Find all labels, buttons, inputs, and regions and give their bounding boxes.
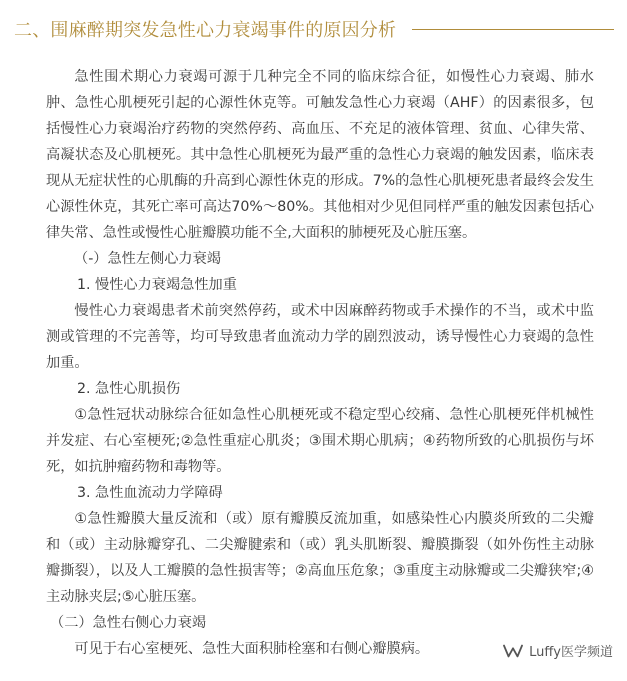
section-heading-row — [14, 14, 614, 44]
item2-title: 2. 急性心肌损伤 — [77, 381, 181, 397]
right-heart-failure-body: 可见于右心室梗死、急性大面积肺栓塞和右侧心瓣膜病。 — [74, 641, 430, 657]
wechat-channel-icon — [502, 642, 524, 660]
channel-watermark — [502, 641, 613, 660]
right-heart-failure-heading: （二）急性右侧心力衰竭 — [50, 615, 207, 631]
item3-body: ①急性瓣膜大量反流和（或）原有瓣膜反流加重，如感染性心内膜炎所致的二尖瓣和（或）主动脉瓣穿孔、二尖瓣腱索和（或）乳头肌断裂、瓣膜撕裂（如外伤性主动脉瓣撕裂），以及人工瓣膜的急性损害等；②高血压危象；③重度主动脉瓣或二尖瓣狭窄;④主动脉夹层;⑤心脏压塞。 — [46, 511, 594, 605]
intro-paragraph: 急性围术期心力衰竭可源于几种完全不同的临床综合征，如慢性心力衰竭、肺水肿、急性心肌梗死引起的心源性休克等。可触发急性心力衰竭（AHF）的因素很多，包括慢性心力衰竭治疗药物的突然停药、高血压、不充足的液体管理、贫血、心律失常、高凝状态及心肌梗死。其中急性心肌梗死为最严重的急性心力衰竭的触发因素，临床表现从无症状性的心肌酶的升高到心源性休克的形成。7%的急性心肌梗死患者最终会发生心源性休克，其死亡率可高达70%～80%。其他相对少见但同样严重的触发因素包括心律失常、急性或慢性心脏瓣膜功能不全,大面积的肺梗死及心脏压塞。 — [46, 69, 594, 241]
item3-title: 3. 急性血流动力学障碍 — [77, 485, 223, 501]
item1-title: 1. 慢性心力衰竭急性加重 — [77, 277, 237, 293]
left-heart-failure-heading: （-）急性左侧心力衰竭 — [74, 251, 221, 267]
article-body — [46, 64, 594, 662]
heading-divider — [412, 29, 614, 30]
section-heading: 二、围麻醉期突发急性心力衰竭事件的原因分析 — [14, 20, 397, 41]
watermark-label: Luffy医学频道 — [529, 645, 613, 660]
item1-body: 慢性心力衰竭患者术前突然停药，或术中因麻醉药物或手术操作的不当，或术中监测或管理的不完善等，均可导致患者血流动力学的剧烈波动，诱导慢性心力衰竭的急性加重。 — [46, 303, 594, 371]
item2-body: ①急性冠状动脉综合征如急性心肌梗死或不稳定型心绞痛、急性心肌梗死伴机械性并发症、右心室梗死;②急性重症心肌炎；③围术期心肌病；④药物所致的心肌损伤与坏死，如抗肿瘤药物和毒物等。 — [46, 407, 594, 475]
